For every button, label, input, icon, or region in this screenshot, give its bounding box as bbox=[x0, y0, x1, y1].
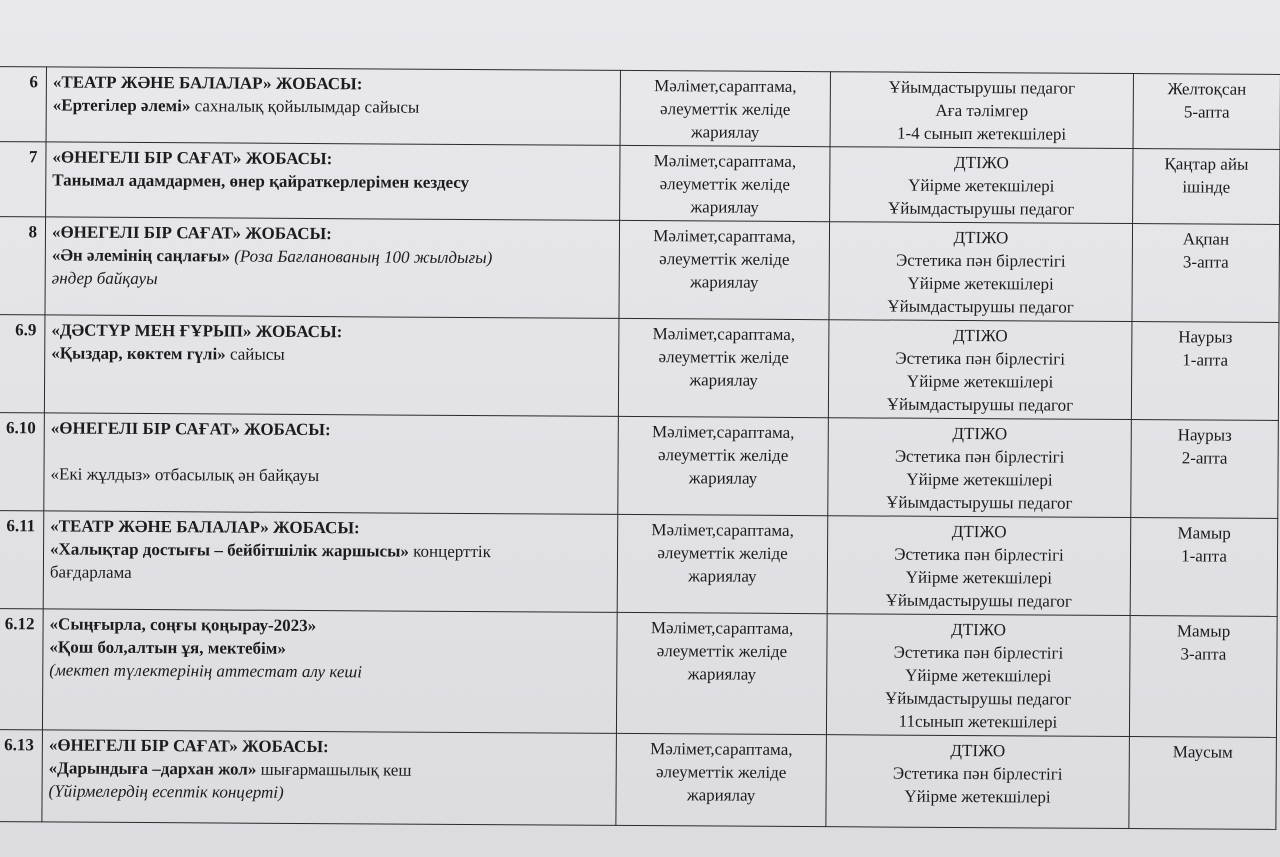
event-title: «Ертегілер әлемі» сахналық қойылымдар сайысы bbox=[52, 95, 420, 117]
row-number: 7 bbox=[0, 142, 46, 217]
table-row bbox=[0, 142, 1280, 225]
project-title: «ӨНЕГЕЛІ БІР САҒАТ» ЖОБАСЫ: bbox=[52, 147, 333, 169]
event-cell bbox=[44, 413, 619, 515]
event-cell bbox=[45, 217, 620, 319]
date-cell: Қаңтар айы ішінде bbox=[1133, 149, 1280, 225]
project-title: «ӨНЕГЕЛІ БІР САҒАТ» ЖОБАСЫ: bbox=[48, 735, 329, 757]
report-form-cell: Мәлімет,сараптама, әлеуметтік желіде жариялау bbox=[620, 145, 830, 221]
date-cell: Мамыр 1-апта bbox=[1130, 518, 1278, 617]
event-title: «Қыздар, көктем гүлі» сайысы bbox=[51, 343, 285, 364]
responsible-cell: ДТІЖО Эстетика пән бірлестігі Үйірме жетекшілері Ұйымдастырушы педагог 11сынып жетекшілері bbox=[826, 614, 1130, 737]
responsible-cell: ДТІЖО Эстетика пән бірлестігі Үйірме жетекшілері Ұйымдастырушы педагог bbox=[827, 516, 1131, 616]
date-cell: Наурыз 1-апта bbox=[1131, 322, 1279, 421]
table-row bbox=[0, 412, 1278, 518]
responsible-cell: ДТІЖО Эстетика пән бірлестігі Үйірме жетекшілері Ұйымдастырушы педагог bbox=[828, 320, 1132, 420]
table-row bbox=[0, 510, 1278, 616]
table-row bbox=[0, 729, 1276, 829]
event-title: «Екі жұлдыз» отбасылық ән байқауы bbox=[50, 464, 320, 486]
event-title: «Халықтар достығы – бейбітшілік жаршысы» концерттік bbox=[49, 539, 491, 562]
row-number: 8 bbox=[0, 217, 46, 315]
event-cell bbox=[42, 730, 617, 826]
event-cell bbox=[43, 511, 618, 613]
event-note: (Үйірмелердің есептік концерті) bbox=[48, 781, 284, 802]
table-row bbox=[0, 217, 1280, 323]
responsible-cell: ДТІЖО Эстетика пән бірлестігі Үйірме жетекшілері Ұйымдастырушы педагог bbox=[829, 222, 1133, 322]
event-note: (мектеп түлектерінің аттестат алу кеші bbox=[49, 660, 363, 682]
responsible-cell: ДТІЖО Үйірме жетекшілері Ұйымдастырушы педагог bbox=[830, 147, 1133, 224]
report-form-cell: Мәлімет,сараптама, әлеуметтік желіде жариялау bbox=[618, 318, 829, 417]
project-title: «ДӘСТҮР МЕН ҒҰРЫП» ЖОБАСЫ: bbox=[51, 320, 343, 342]
report-form-cell: Мәлімет,сараптама, әлеуметтік желіде жариялау bbox=[616, 612, 827, 734]
event-cell bbox=[42, 609, 617, 734]
event-title: «Ән әлемінің саңлағы» (Роза Бағланованың 100 жылдығы) bbox=[51, 245, 493, 268]
project-title: «ТЕАТР ЖӘНЕ БАЛАЛАР» ЖОБАСЫ: bbox=[52, 72, 363, 94]
table-row bbox=[0, 608, 1277, 737]
event-subtitle: әндер байқауы bbox=[51, 268, 158, 289]
report-form-cell: Мәлімет,сараптама, әлеуметтік желіде жариялау bbox=[620, 70, 830, 146]
project-title: «ӨНЕГЕЛІ БІР САҒАТ» ЖОБАСЫ: bbox=[50, 418, 331, 440]
row-number: 6.11 bbox=[0, 510, 44, 608]
project-title: «Сыңғырла, соңғы қоңырау-2023» bbox=[49, 614, 317, 636]
report-form-cell: Мәлімет,сараптама, әлеуметтік желіде жариялау bbox=[619, 220, 830, 319]
project-title: «ТЕАТР ЖӘНЕ БАЛАЛАР» ЖОБАСЫ: bbox=[50, 516, 360, 538]
event-cell bbox=[46, 142, 620, 221]
date-cell: Наурыз 2-апта bbox=[1131, 420, 1279, 519]
row-number: 6.9 bbox=[0, 314, 45, 412]
event-title: Танымал адамдармен, өнер қайраткерлерімен кездесу bbox=[52, 170, 470, 192]
project-title: «ӨНЕГЕЛІ БІР САҒАТ» ЖОБАСЫ: bbox=[51, 222, 332, 244]
row-number: 6.13 bbox=[0, 729, 42, 821]
date-cell: Желтоқсан 5-апта bbox=[1133, 74, 1280, 150]
event-title: «Қош бол,алтын ұя, мектебім» bbox=[49, 637, 286, 658]
event-cell bbox=[44, 315, 619, 417]
responsible-cell: Ұйымдастырушы педагог Аға тәлімгер 1-4 сынып жетекшілері bbox=[830, 72, 1133, 149]
date-cell: Мамыр 3-апта bbox=[1129, 616, 1277, 738]
row-number: 6.12 bbox=[0, 608, 43, 729]
date-cell: Маусым bbox=[1129, 737, 1277, 830]
responsible-cell: ДТІЖО Эстетика пән бірлестігі Үйірме жетекшілері bbox=[826, 735, 1130, 829]
table-row bbox=[0, 67, 1280, 150]
plan-sheet bbox=[0, 66, 1280, 830]
row-number: 6 bbox=[0, 67, 46, 142]
events-plan-table bbox=[0, 66, 1280, 830]
report-form-cell: Мәлімет,сараптама, әлеуметтік желіде жариялау bbox=[618, 416, 829, 515]
responsible-cell: ДТІЖО Эстетика пән бірлестігі Үйірме жетекшілері Ұйымдастырушы педагог bbox=[828, 418, 1132, 518]
row-number: 6.10 bbox=[0, 412, 44, 510]
event-subtitle: бағдарлама bbox=[49, 562, 132, 582]
report-form-cell: Мәлімет,сараптама, әлеуметтік желіде жариялау bbox=[616, 733, 827, 826]
report-form-cell: Мәлімет,сараптама, әлеуметтік желіде жариялау bbox=[617, 514, 828, 613]
table-row bbox=[0, 314, 1279, 420]
event-title: «Дарындыға –дархан жол» шығармашылық кеш bbox=[48, 758, 412, 780]
event-cell bbox=[46, 67, 620, 146]
date-cell: Ақпан 3-апта bbox=[1132, 224, 1280, 323]
